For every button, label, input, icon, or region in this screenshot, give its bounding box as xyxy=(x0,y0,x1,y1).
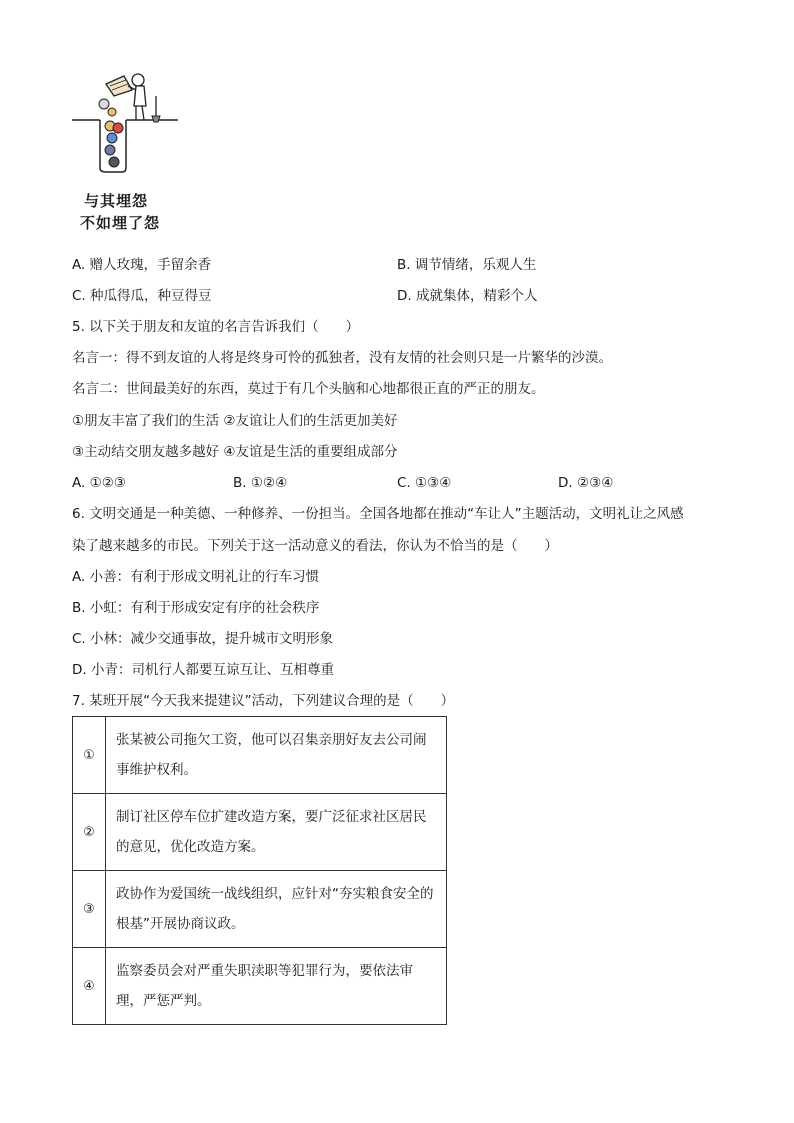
table-row xyxy=(73,948,447,1025)
row-text: 政协作为爱国统一战线组织，应针对“夯实粮食安全的根基”开展协商议政。 xyxy=(106,871,447,948)
option-text: 小虹：有利于形成安定有序的社会秩序 xyxy=(89,600,320,616)
q6-option-c[interactable] xyxy=(72,630,333,648)
q6-option-a[interactable] xyxy=(72,568,319,586)
q6-option-b[interactable] xyxy=(72,599,319,617)
table-row xyxy=(73,717,447,794)
option-letter: B. xyxy=(72,600,86,616)
option-text: ①②④ xyxy=(250,475,288,491)
table-row xyxy=(73,871,447,948)
cartoon-caption-line2: 不如埋了怨 xyxy=(80,214,161,232)
cartoon-caption-line1: 与其埋怨 xyxy=(84,192,149,210)
row-text: 制订社区停车位扩建改造方案，要广泛征求社区居民的意见，优化改造方案。 xyxy=(106,794,447,871)
option-text: ①②③ xyxy=(89,475,126,491)
q5-quote-1: 名言一：得不到友谊的人将是终身可怜的孤独者，没有友情的社会则只是一片繁华的沙漠。 xyxy=(72,350,612,366)
option-letter: A. xyxy=(72,475,86,491)
row-text: 张某被公司拖欠工资，他可以召集亲朋好友去公司闹事维护权利。 xyxy=(106,717,447,794)
option-text: 赠人玫瑰，手留余香 xyxy=(89,257,212,273)
option-letter: B. xyxy=(233,475,247,491)
option-text: 成就集体，精彩个人 xyxy=(415,288,538,304)
burying-complaints-drawing xyxy=(66,66,186,186)
q5-stem: 5. 以下关于朋友和友谊的名言告诉我们（ ） xyxy=(72,319,360,335)
q6-stem-line-2: 染了越来越多的市民。下列关于这一活动意义的看法，你认为不恰当的是（ ） xyxy=(72,538,558,554)
q6-option-d[interactable] xyxy=(72,661,334,679)
table-row xyxy=(73,794,447,871)
row-number: ③ xyxy=(73,871,106,948)
option-letter: B. xyxy=(397,257,411,273)
option-letter: A. xyxy=(72,569,86,585)
cartoon-illustration xyxy=(66,66,186,241)
q7-stem: 7. 某班开展“今天我来提建议”活动，下列建议合理的是（ ） xyxy=(72,693,455,709)
option-text: ①③④ xyxy=(415,475,452,491)
option-letter: D. xyxy=(397,288,412,304)
q5-quote-2: 名言二：世间最美好的东西，莫过于有几个头脑和心地都很正直的严正的朋友。 xyxy=(72,381,545,397)
option-text: 小青：司机行人都要互谅互让、互相尊重 xyxy=(90,662,334,678)
option-text: 小善：有利于形成文明礼让的行车习惯 xyxy=(89,569,320,585)
row-text: 监察委员会对严重失职渎职等犯罪行为，要依法审理，严惩严判。 xyxy=(106,948,447,1025)
q4-option-a[interactable] xyxy=(72,256,211,274)
q5-option-d[interactable] xyxy=(558,474,613,492)
q5-statements-1: ①朋友丰富了我们的生活 ②友谊让人们的生活更加美好 xyxy=(72,413,398,429)
option-letter: D. xyxy=(558,475,573,491)
q4-option-b[interactable] xyxy=(397,256,536,274)
option-letter: C. xyxy=(72,631,86,647)
option-letter: C. xyxy=(397,475,411,491)
q7-table xyxy=(72,716,447,1025)
option-letter: D. xyxy=(72,662,87,678)
row-number: ② xyxy=(73,794,106,871)
q6-stem-line-1: 6. 文明交通是一种美德、一种修养、一份担当。全国各地都在推动“车让人”主题活动，文明礼让之风感 xyxy=(72,506,684,522)
option-text: 种瓜得瓜，种豆得豆 xyxy=(90,288,212,304)
option-text: 调节情绪，乐观人生 xyxy=(414,257,537,273)
q5-option-a[interactable] xyxy=(72,474,126,492)
row-number: ④ xyxy=(73,948,106,1025)
option-text: ②③④ xyxy=(576,475,614,491)
q5-statements-2: ③主动结交朋友越多越好 ④友谊是生活的重要组成部分 xyxy=(72,444,398,460)
option-letter: C. xyxy=(72,288,86,304)
option-text: 小林：减少交通事故，提升城市文明形象 xyxy=(90,631,334,647)
q5-option-c[interactable] xyxy=(397,474,451,492)
q4-option-d[interactable] xyxy=(397,287,537,305)
q5-option-b[interactable] xyxy=(233,474,287,492)
option-letter: A. xyxy=(72,257,86,273)
row-number: ① xyxy=(73,717,106,794)
q4-option-c[interactable] xyxy=(72,287,212,305)
